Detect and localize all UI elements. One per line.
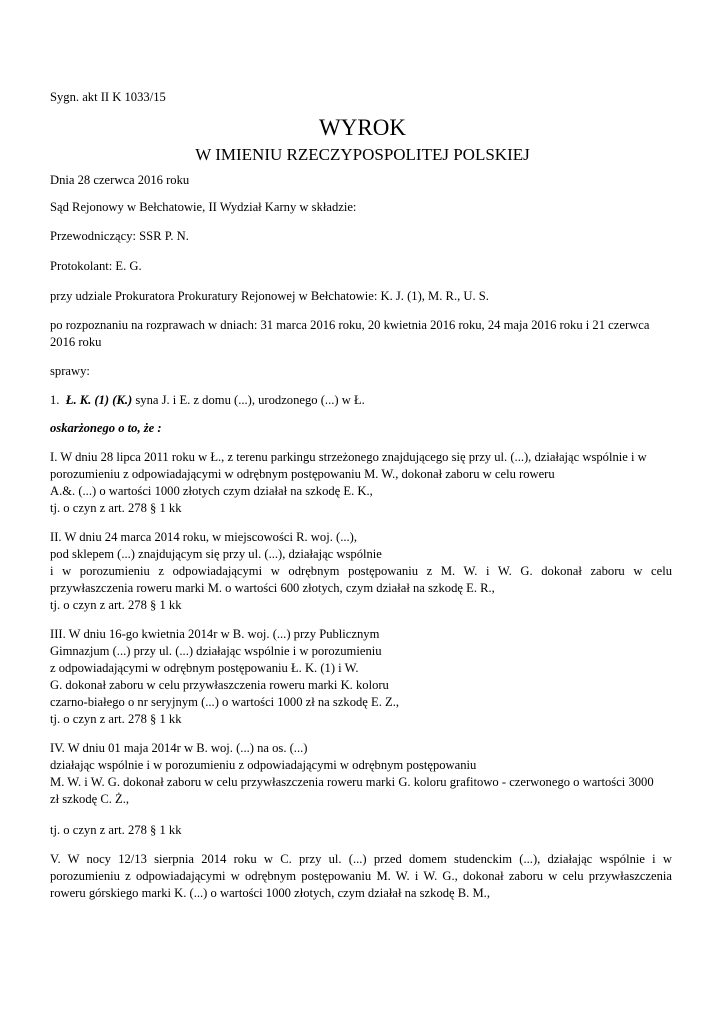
court-clerk: Protokolant: E. G. xyxy=(50,259,142,273)
charge-line: A.&. (...) o wartości 1000 złotych czym działał na szkodę E. K., xyxy=(50,484,373,498)
presiding-judge: Przewodniczący: SSR P. N. xyxy=(50,229,189,243)
charge-legal-basis: tj. o czyn z art. 278 § 1 kk xyxy=(50,501,182,515)
charge-paragraph xyxy=(50,851,672,902)
hearings-line: 2016 roku xyxy=(50,335,102,349)
charge-line: zł szkodę C. Ż., xyxy=(50,792,130,806)
hearings-line: po rozpoznaniu na rozprawach w dniach: 31 marca 2016 roku, 20 kwietnia 2016 roku, 24 maja 2016 roku i 21 czerwca xyxy=(50,318,650,332)
case-of-label: sprawy: xyxy=(50,364,90,378)
charge-line: IV. W dniu 01 maja 2014r w B. woj. (...) na os. (...) xyxy=(50,741,308,755)
charge-paragraph xyxy=(50,626,672,728)
case-number: Sygn. akt II K 1033/15 xyxy=(50,90,166,104)
charge-line: III. W dniu 16-go kwietnia 2014r w B. woj. (...) przy Publicznym xyxy=(50,627,380,641)
prosecutor-line: przy udziale Prokuratora Prokuratury Rejonowej w Bełchatowie: K. J. (1), M. R., U. S. xyxy=(50,289,489,303)
charge-line: M. W. i W. G. dokonał zaboru w celu przywłaszczenia roweru marki G. koloru grafitowo - czerwonego o wartości 3000 xyxy=(50,775,654,789)
charge-line: V. W nocy 12/13 sierpnia 2014 roku w C. przy ul. (...) przed domem studenckim (...), działając wspólnie i w xyxy=(50,852,672,866)
charge-line: porozumieniu z odpowiadającymi w odrębnym postępowaniu M. W., dokonał zaboru w celu roweru xyxy=(50,467,555,481)
charge-line: porozumieniu z odpowiadającymi w odrębnym postępowaniu M. W. i W. G., dokonał zaboru w celu przywłaszczenia xyxy=(50,869,672,883)
defendant-name: Ł. K. (1) (K.) xyxy=(65,393,133,407)
hearings-paragraph xyxy=(50,317,672,351)
charge-line: I. W dniu 28 lipca 2011 roku w Ł., z terenu parkingu strzeżonego znajdującego się przy ul. (...), działając wspólnie i w xyxy=(50,450,647,464)
defendant-details: syna J. i E. z domu (...), urodzonego (...) w Ł. xyxy=(132,393,365,407)
charge-line: przywłaszczenia roweru marki M. o wartości 600 złotych, czym działał na szkodę E. R., xyxy=(50,581,495,595)
charge-line: G. dokonał zaboru w celu przywłaszczenia roweru marki K. koloru xyxy=(50,678,389,692)
charge-legal-basis: tj. o czyn z art. 278 § 1 kk xyxy=(50,823,182,837)
charge-paragraph xyxy=(50,529,672,614)
charge-line: działając wspólnie i w porozumieniu z odpowiadającymi w odrębnym postępowaniu xyxy=(50,758,477,772)
charge-line: i w porozumieniu z odpowiadającymi w odrębnym postępowaniu z M. W. i W. G. dokonał zaboru w celu xyxy=(50,564,672,578)
charge-line: II. W dniu 24 marca 2014 roku, w miejscowości R. woj. (...), xyxy=(50,530,357,544)
charge-line: roweru górskiego marki K. (...) o wartości 1000 złotych, czym działał na szkodę B. M., xyxy=(50,886,490,900)
document-subtitle: W IMIENIU RZECZYPOSPOLITEJ POLSKIEJ xyxy=(195,145,530,164)
charge-paragraph xyxy=(50,449,672,517)
judgment-date: Dnia 28 czerwca 2016 roku xyxy=(50,173,190,187)
document-title: WYROK xyxy=(319,115,406,140)
court-composition: Sąd Rejonowy w Bełchatowie, II Wydział Karny w składzie: xyxy=(50,200,357,214)
charge-line: Gimnazjum (...) przy ul. (...) działając wspólnie i w porozumieniu xyxy=(50,644,382,658)
charge-legal-basis: tj. o czyn z art. 278 § 1 kk xyxy=(50,598,182,612)
accused-heading: oskarżonego o to, że : xyxy=(50,421,162,435)
charge-legal-basis: tj. o czyn z art. 278 § 1 kk xyxy=(50,712,182,726)
charge-line: z odpowiadającymi w odrębnym postępowaniu Ł. K. (1) i W. xyxy=(50,661,359,675)
defendant-number: 1. xyxy=(50,393,60,407)
charge-line: pod sklepem (...) znajdującym się przy ul. (...), działając wspólnie xyxy=(50,547,382,561)
defendant-line xyxy=(50,392,672,409)
charge-paragraph xyxy=(50,740,672,808)
charge-line: czarno-białego o nr seryjnym (...) o wartości 1000 zł na szkodę E. Z., xyxy=(50,695,400,709)
